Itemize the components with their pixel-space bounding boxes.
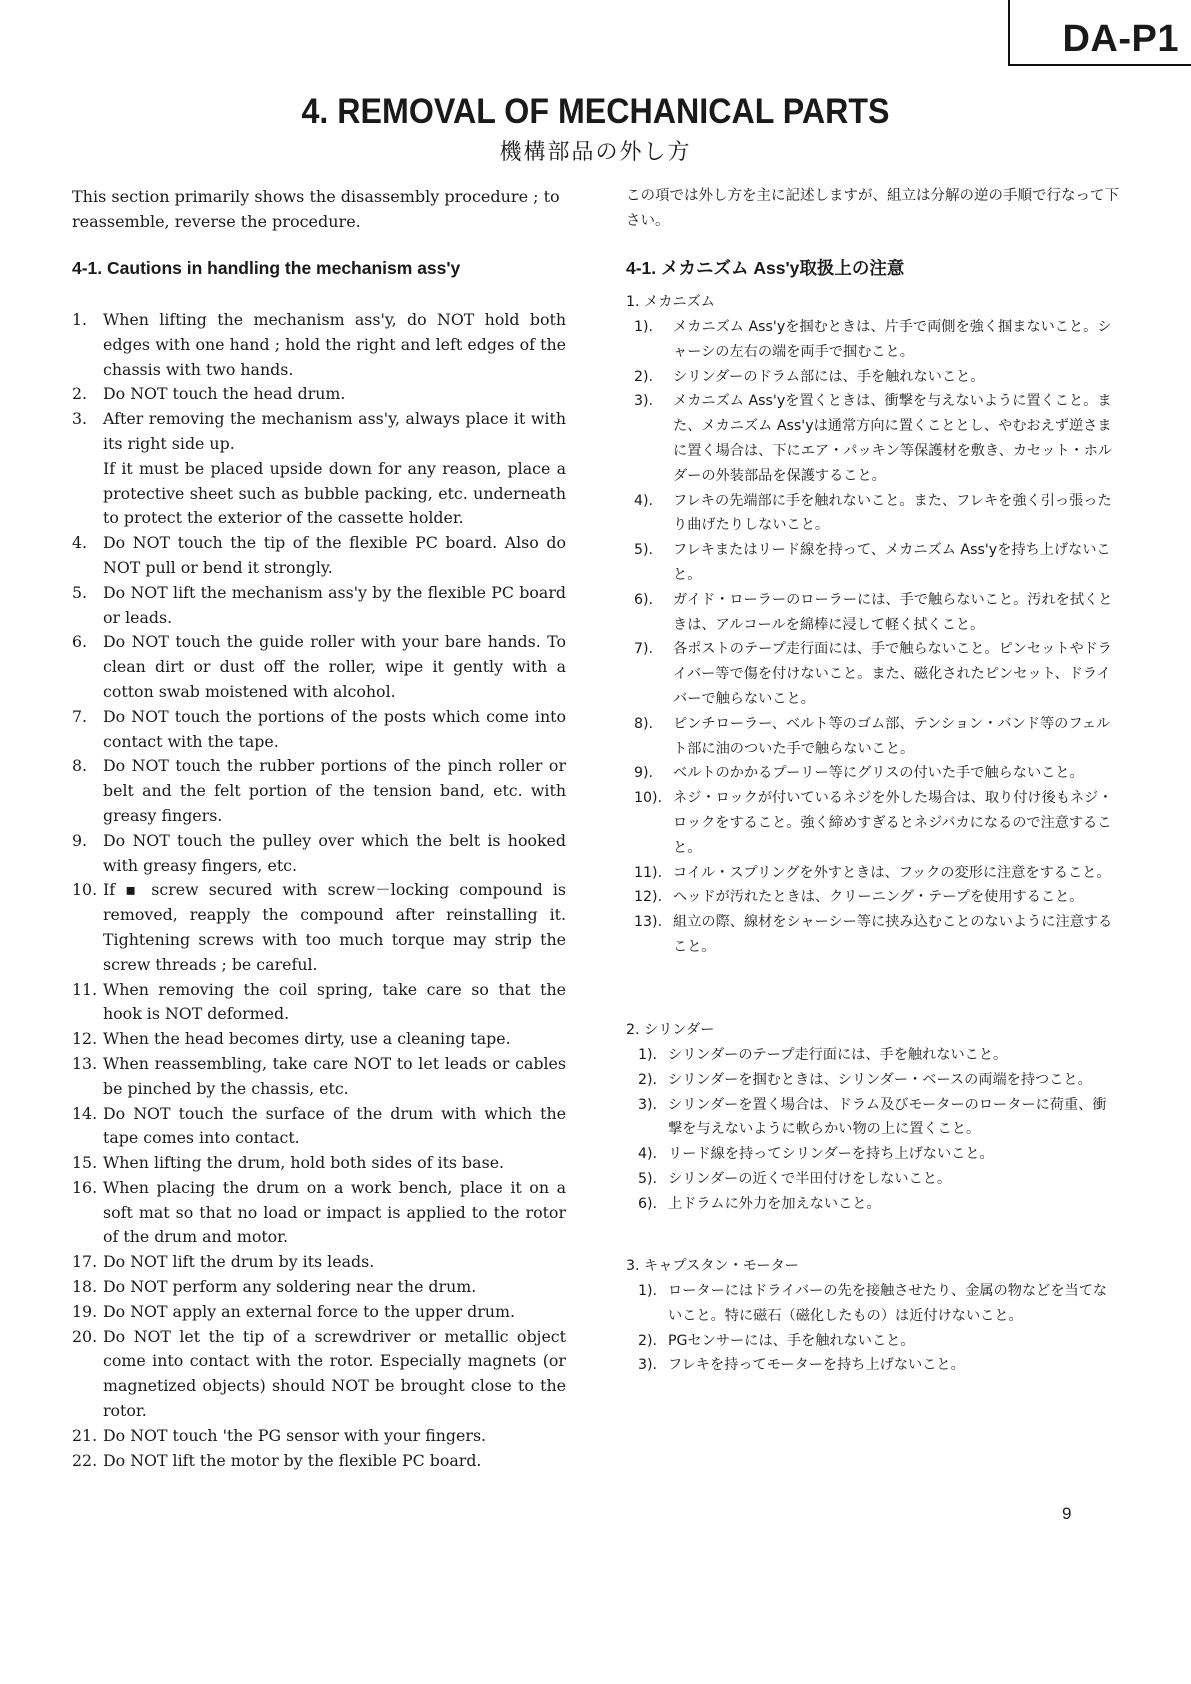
caution-text: Do NOT touch the guide roller with your bare hands. To clean dirt or dust off the roller, wipe it gently with a cotton swab moistened with alcohol. <box>103 632 566 701</box>
caution-item-jp <box>626 1093 1123 1143</box>
caution-number: 12). <box>634 889 663 906</box>
caution-text: ローターにはドライバーの先を接触させたり、金属の物などを当てないこと。特に磁石（磁化したもの）は近付けないこと。 <box>668 1283 1108 1324</box>
caution-item-jp <box>626 1068 1123 1093</box>
caution-text: Do NOT touch the portions of the posts which come into contact with the tape. <box>103 706 566 751</box>
caution-item-jp <box>626 365 1123 390</box>
caution-text: Do NOT touch the pulley over which the belt is hooked with greasy fingers, etc. <box>103 830 566 875</box>
caution-number: 7. <box>72 706 88 726</box>
caution-number: 10. <box>72 880 98 900</box>
caution-item-jp <box>626 885 1123 910</box>
caution-text: ピンチローラー、ベルト等のゴム部、テンション・バンド等のフェルト部に油のついた手で触らないこと。 <box>673 715 1111 757</box>
caution-text: シリンダーのテープ走行面には、手を触れないこと。 <box>668 1047 1008 1063</box>
caution-item-en <box>72 630 566 704</box>
page-subtitle-jp: 機構部品の外し方 <box>499 140 692 165</box>
caution-item-en <box>72 829 566 879</box>
caution-number: 8). <box>634 715 654 732</box>
caution-text: ヘッドが汚れたときは、クリーニング・テープを使用すること。 <box>673 889 1084 906</box>
caution-number: 12. <box>72 1029 98 1049</box>
english-column <box>72 184 566 1470</box>
jp-group-heading: 3. キャプスタン・モーター <box>626 1258 799 1274</box>
caution-item-jp <box>626 637 1123 711</box>
model-number: DA-P1 <box>1062 18 1179 60</box>
caution-text: シリンダーを置く場合は、ドラム及びモーターのローターに荷重、衝撃を与えないように軟らかい物の上に置くこと。 <box>668 1096 1107 1138</box>
cautions-list-en <box>72 308 566 1473</box>
model-frame <box>1008 0 1191 66</box>
caution-item-en <box>72 1250 566 1275</box>
caution-text: フレキを持ってモーターを持ち上げないこと。 <box>668 1357 965 1374</box>
caution-number: 5). <box>634 542 654 559</box>
caution-item-jp <box>626 315 1123 365</box>
caution-text: Do NOT lift the mechanism ass'y by the flexible PC board or leads. <box>103 582 566 627</box>
caution-text: Do NOT touch the head drum. <box>103 384 346 404</box>
caution-number: 15. <box>72 1153 98 1173</box>
caution-number: 22. <box>72 1450 98 1470</box>
section-heading-jp: 4-1. メカニズム Ass'y取扱上の注意 <box>626 258 905 278</box>
caution-text: Do NOT lift the motor by the flexible PC board. <box>103 1450 482 1470</box>
caution-number: 18. <box>72 1277 98 1297</box>
caution-number: 4. <box>72 533 88 553</box>
japanese-column <box>626 184 1123 1374</box>
caution-number: 3). <box>634 393 654 410</box>
caution-text: Do NOT touch 'the PG sensor with your fingers. <box>103 1425 487 1445</box>
caution-item-jp <box>626 588 1123 638</box>
caution-text: Do NOT touch the tip of the flexible PC board. Also do NOT pull or bend it strongly. <box>103 533 566 577</box>
caution-text: シリンダーの近くで半田付けをしないこと。 <box>668 1170 952 1187</box>
caution-text: When lifting the mechanism ass'y, do NOT hold both edges with one hand ; hold the right and left edges of the chassis with two hands. <box>103 310 566 379</box>
caution-text: ガイド・ローラーのローラーには、手で触らないこと。汚れを拭くときは、アルコールを綿棒に浸して軽く拭くこと。 <box>673 591 1113 633</box>
caution-item-jp <box>626 712 1123 762</box>
caution-number: 8. <box>72 756 88 776</box>
caution-item-en <box>72 457 566 531</box>
caution-number: 10). <box>634 790 663 807</box>
intro-text-en: This section primarily shows the disassembly procedure ; to reassemble, reverse the procedure. <box>72 187 560 231</box>
jp-caution-list <box>626 1279 1123 1378</box>
caution-item-jp <box>626 910 1123 960</box>
caution-item-en <box>72 754 566 828</box>
caution-text: When placing the drum on a work bench, place it on a soft mat so that no load or impact is applied to the rotor of the drum and motor. <box>103 1177 566 1247</box>
caution-number: 6). <box>638 1195 658 1212</box>
caution-text: リード線を持ってシリンダーを持ち上げないこと。 <box>668 1146 994 1163</box>
caution-item-jp <box>626 786 1123 860</box>
caution-item-jp <box>626 861 1123 886</box>
caution-number: 20. <box>72 1326 98 1346</box>
jp-caution-list <box>626 315 1123 960</box>
caution-text: フレキの先端部に手を触れないこと。また、フレキを強く引っ張ったり曲げたりしないこと。 <box>673 492 1112 534</box>
caution-number: 11. <box>72 979 98 999</box>
caution-text: When reassembling, take care NOT to let leads or cables be pinched by the chassis, etc. <box>103 1053 566 1098</box>
jp-group-heading: 1. メカニズム <box>626 294 715 310</box>
jp-group-capstan-motor <box>626 1254 1123 1378</box>
caution-number: 2. <box>72 384 88 404</box>
caution-text: メカニズム Ass'yを掴むときは、片手で両側を強く掴まないこと。シャーシの左右の端を両手で掴むこと。 <box>673 319 1112 360</box>
caution-item-jp <box>626 1142 1123 1167</box>
caution-item-en <box>72 1275 566 1300</box>
caution-item-jp <box>626 489 1123 539</box>
caution-number: 4). <box>638 1146 658 1163</box>
caution-item-en <box>72 1449 566 1474</box>
caution-number: 9. <box>72 830 88 850</box>
caution-number: 1). <box>638 1283 658 1299</box>
caution-text: If it must be placed upside down for any reason, place a protective sheet such as bubble packing, etc. underneath to protect the exterior of the cassette holder. <box>103 458 566 528</box>
caution-text: Do NOT touch the surface of the drum with which the tape comes into contact. <box>103 1103 566 1148</box>
caution-number: 1). <box>638 1047 658 1063</box>
caution-text: When removing the coil spring, take care so that the hook is NOT deformed. <box>103 979 566 1024</box>
caution-number: 3). <box>638 1096 658 1113</box>
caution-item-jp <box>626 538 1123 588</box>
caution-number: 6). <box>634 591 654 608</box>
caution-text: If ▪ screw secured with screw－locking compound is removed, reapply the compound after reinstalling it. Tightening screws with too much torque may strip the screw threads ; be careful. <box>103 880 566 974</box>
caution-text: シリンダーを掴むときは、シリンダー・ベースの両端を持つこと。 <box>668 1071 1092 1088</box>
caution-number: 1. <box>72 310 88 329</box>
caution-number: 14. <box>72 1103 98 1123</box>
jp-caution-list <box>626 1043 1123 1217</box>
caution-number: 5. <box>72 582 88 602</box>
caution-text: ベルトのかかるプーリー等にグリスの付いた手で触らないこと。 <box>673 765 1084 782</box>
caution-number: 13. <box>72 1053 98 1073</box>
caution-text: Do NOT touch the rubber portions of the pinch roller or belt and the felt portion of the tension band, etc. with greasy fingers. <box>103 756 566 825</box>
caution-text: Do NOT lift the drum by its leads. <box>103 1252 375 1272</box>
jp-group-cylinder <box>626 1018 1123 1217</box>
intro-text-jp: この項では外し方を主に記述しますが、組立は分解の逆の手順で行なって下さい。 <box>626 188 1119 229</box>
caution-item-jp <box>626 1192 1123 1217</box>
caution-text: フレキまたはリード線を持って、メカニズム Ass'yを持ち上げないこと。 <box>673 542 1111 583</box>
caution-number: 11). <box>634 864 663 881</box>
caution-text: PGセンサーには、手を触れないこと。 <box>668 1332 915 1349</box>
caution-item-jp <box>626 1279 1123 1329</box>
caution-item-en <box>72 1027 566 1052</box>
caution-number: 2). <box>638 1332 658 1349</box>
caution-item-en <box>72 1424 566 1449</box>
caution-number: 2). <box>638 1071 658 1088</box>
caution-item-jp <box>626 761 1123 786</box>
caution-item-en <box>72 705 566 755</box>
caution-number: 9). <box>634 765 654 782</box>
caution-item-en <box>72 978 566 1028</box>
caution-item-jp <box>626 389 1123 488</box>
caution-text: 組立の際、線材をシャーシー等に挟み込むことのないように注意すること。 <box>673 914 1113 955</box>
caution-text: 上ドラムに外力を加えないこと。 <box>668 1195 881 1212</box>
caution-number: 4). <box>634 492 654 509</box>
caution-item-jp <box>626 1043 1123 1068</box>
caution-number: 17. <box>72 1252 98 1272</box>
caution-text: When lifting the drum, hold both sides of its base. <box>103 1153 505 1173</box>
caution-number: 5). <box>638 1170 658 1187</box>
jp-group-heading: 2. シリンダー <box>626 1022 715 1038</box>
caution-text: Do NOT apply an external force to the upper drum. <box>103 1301 516 1321</box>
caution-item-en <box>72 1325 566 1424</box>
caution-item-en <box>72 1151 566 1176</box>
caution-item-en <box>72 308 566 382</box>
caution-item-en <box>72 382 566 407</box>
page-number: 9 <box>1062 1504 1072 1523</box>
caution-item-en <box>72 878 566 977</box>
caution-number: 21. <box>72 1425 98 1445</box>
caution-number: 13). <box>634 914 663 931</box>
caution-item-jp <box>626 1167 1123 1192</box>
section-heading-en: 4-1. Cautions in handling the mechanism ass'y <box>72 258 461 278</box>
caution-text: シリンダーのドラム部には、手を触れないこと。 <box>673 368 985 385</box>
caution-number: 19. <box>72 1301 98 1321</box>
caution-number: 3. <box>72 409 88 429</box>
caution-item-en <box>72 1176 566 1250</box>
caution-item-en <box>72 407 566 457</box>
caution-item-en <box>72 531 566 581</box>
caution-number: 7). <box>634 641 654 658</box>
caution-text: Do NOT let the tip of a screwdriver or metallic object come into contact with the rotor. Especially magnets (or magnetized objects) should NOT be brought close to the rotor. <box>103 1326 566 1421</box>
caution-text: Do NOT perform any soldering near the drum. <box>103 1277 477 1297</box>
caution-text: ネジ・ロックが付いているネジを外した場合は、取り付け後もネジ・ロックをすること。強く締めすぎるとネジバカになるので注意すること。 <box>673 790 1113 856</box>
caution-text: 各ポストのテープ走行面には、手で触らないこと。ピンセットやドライバー等で傷を付けないこと。また、磁化されたピンセット、ドライバーで触らないこと。 <box>673 641 1112 707</box>
caution-text: メカニズム Ass'yを置くときは、衝撃を与えないように置くこと。また、メカニズム Ass'yは通常方向に置くこととし、やむおえず逆さまに置く場合は、下にエア・パッキン等保護材を敷き、カセット・ホルダーの外装部品を保護すること。 <box>673 393 1113 484</box>
caution-item-jp <box>626 1329 1123 1354</box>
caution-number: 3). <box>638 1357 658 1374</box>
caution-number: 2). <box>634 368 654 385</box>
page-title: 4. REMOVAL OF MECHANICAL PARTS <box>301 92 890 131</box>
caution-text: After removing the mechanism ass'y, always place it with its right side up. <box>103 409 566 453</box>
caution-text: When the head becomes dirty, use a cleaning tape. <box>103 1029 511 1049</box>
caution-number: 1). <box>634 319 654 335</box>
caution-item-jp <box>626 1353 1123 1378</box>
caution-number: 16. <box>72 1177 98 1197</box>
caution-item-en <box>72 581 566 631</box>
caution-item-en <box>72 1102 566 1152</box>
caution-item-en <box>72 1300 566 1325</box>
caution-item-en <box>72 1052 566 1102</box>
caution-text: コイル・スプリングを外すときは、フックの変形に注意をすること。 <box>673 864 1111 881</box>
caution-number: 6. <box>72 632 88 652</box>
jp-group-mechanism <box>626 290 1123 960</box>
